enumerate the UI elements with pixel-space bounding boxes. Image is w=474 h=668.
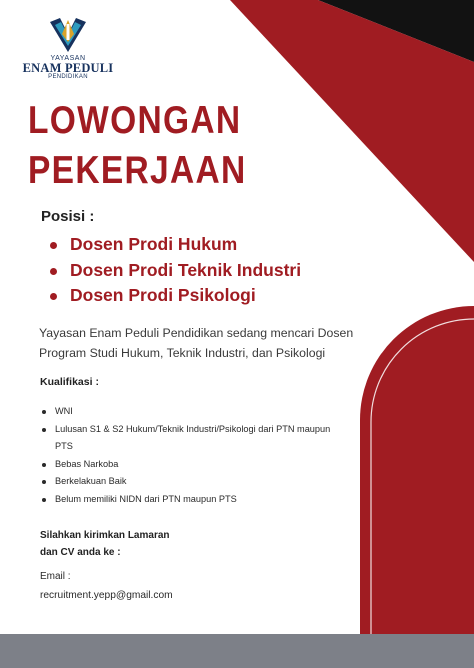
organization-logo — [20, 16, 116, 80]
qualification-item: Lulusan S1 & S2 Hukum/Teknik Industri/Psikologi dari PTN maupun PTS — [40, 421, 340, 456]
description-text: Yayasan Enam Peduli Pendidikan sedang mencari Dosen Program Studi Hukum, Teknik Industri, dan Psikologi — [39, 326, 354, 360]
logo-main-text: ENAM PEDULI — [22, 61, 114, 75]
book-emblem-icon — [46, 16, 90, 54]
position-item-teknik-industri: Dosen Prodi Teknik Industri — [48, 258, 301, 284]
qualification-item: Berkelakuan Baik — [40, 473, 340, 491]
qualification-item: Belum memiliki NIDN dari PTN maupun PTS — [40, 491, 340, 509]
posisi-label: Posisi : — [41, 208, 95, 225]
headline — [28, 96, 246, 196]
email-address: recruitment.yepp@gmail.com — [40, 590, 173, 601]
email-label: Email : — [40, 571, 71, 582]
position-item-hukum: Dosen Prodi Hukum — [48, 232, 301, 258]
logo-sub-text: PENDIDIKAN — [48, 74, 88, 80]
headline-line-2: PEKERJAAN — [28, 149, 247, 192]
positions-list — [48, 232, 301, 309]
position-item-psikologi: Dosen Prodi Psikologi — [48, 283, 301, 309]
qualification-item: Bebas Narkoba — [40, 456, 340, 474]
footer-bar — [0, 634, 474, 668]
headline-line-1: LOWONGAN — [28, 99, 242, 142]
qualifications-list — [40, 403, 340, 509]
cta-line-2: dan CV anda ke : — [40, 547, 121, 558]
logo-top-text: YAYASAN — [50, 55, 86, 62]
cta-line-1: Silahkan kirimkan Lamaran — [40, 530, 170, 541]
call-to-action — [40, 527, 170, 561]
kualifikasi-label: Kualifikasi : — [40, 376, 99, 388]
qualification-item: WNI — [40, 403, 340, 421]
